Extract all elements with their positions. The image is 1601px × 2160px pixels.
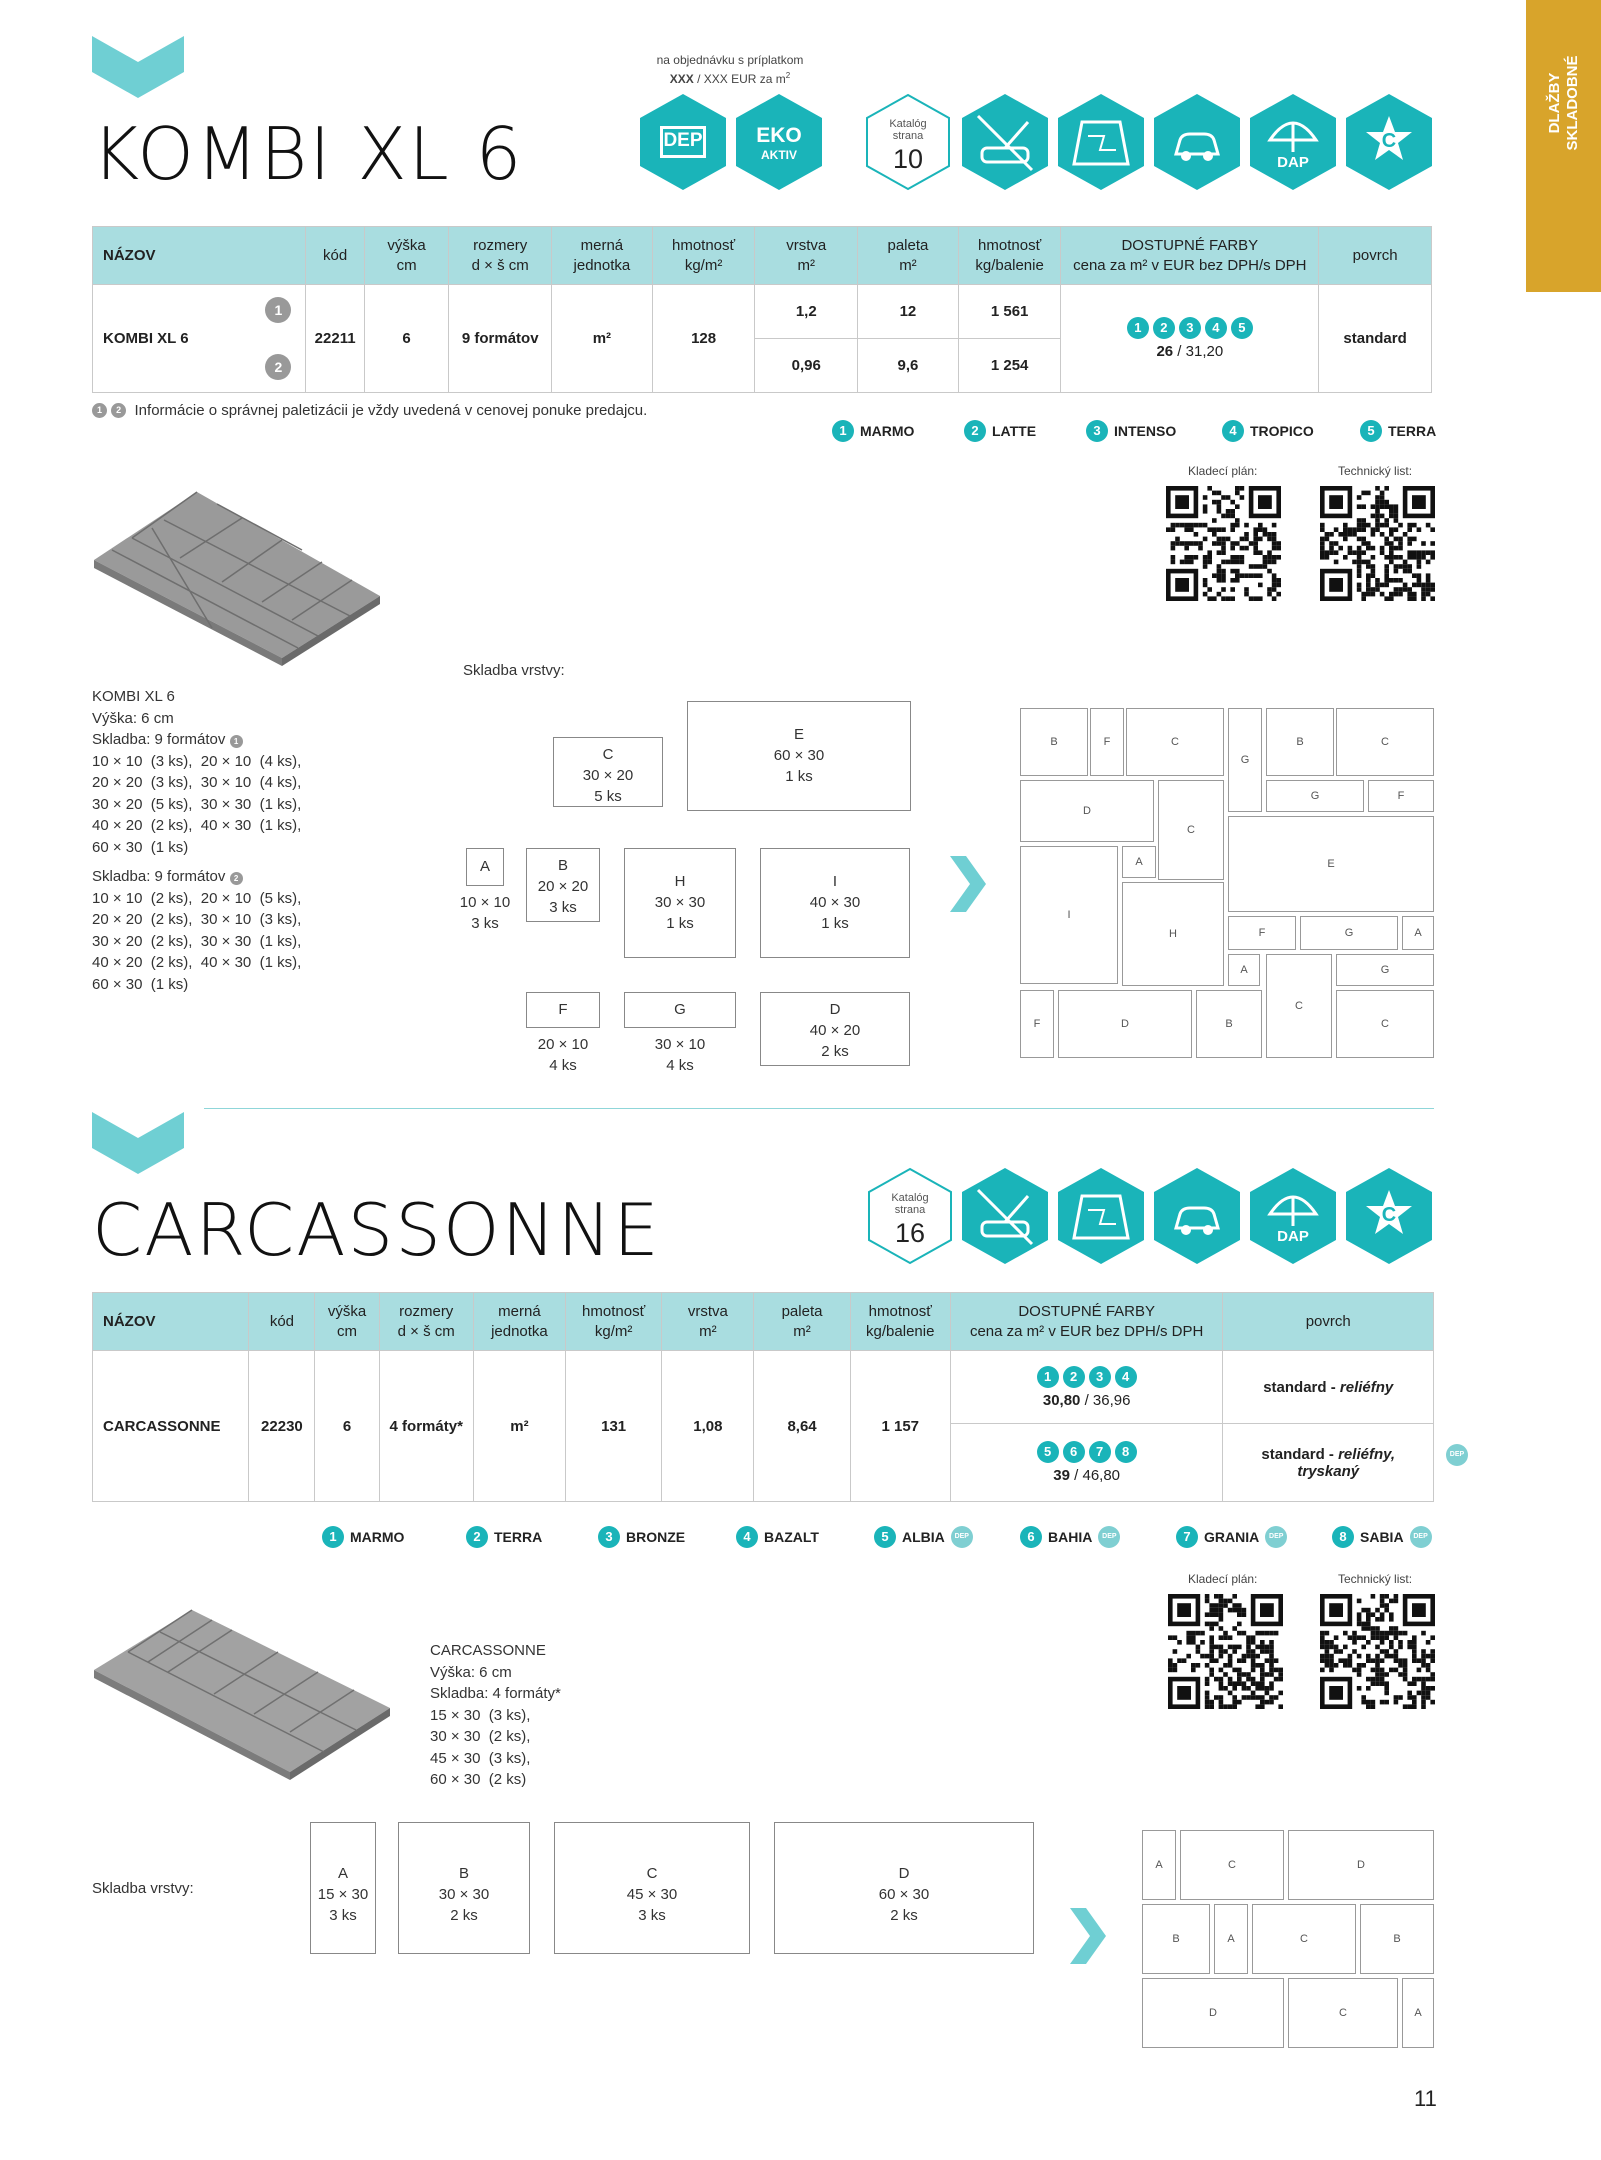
format-box-a: A — [466, 848, 504, 886]
composition-line: 45 × 30 (3 ks), — [430, 1749, 531, 1767]
qr-label-layout: Kladecí plán: — [1188, 464, 1258, 478]
page-number: 11 — [1414, 2086, 1437, 2111]
color-number-badge: 8 — [1115, 1441, 1137, 1463]
layout-tile: C — [1266, 954, 1332, 1058]
umbrella-icon: DAP — [1248, 92, 1338, 192]
qr-label-layout: Kladecí plán: — [1188, 1572, 1258, 1586]
category-tab[interactable] — [1526, 0, 1601, 292]
carc-pack-weight: 1 157 — [850, 1351, 950, 1502]
category-line-1: DLAŽBY — [1545, 72, 1563, 134]
chevron-down-icon — [92, 36, 184, 98]
th-hmotnost-balenie: hmotnosť kg/balenie — [850, 1293, 950, 1351]
composition-line: 10 × 10 (2 ks), 20 × 10 (5 ks), — [92, 889, 302, 907]
dep-mini-icon: DEP — [1440, 1443, 1468, 1466]
th-nazov: NÁZOV — [93, 1293, 249, 1351]
color-number-badge: 2 — [1153, 317, 1175, 339]
th-vyska: výška cm — [315, 1293, 379, 1351]
layout-tile: C — [1336, 990, 1434, 1058]
layout-tile: A — [1122, 846, 1156, 878]
format-box-a: A 15 × 30 3 ks — [310, 1822, 376, 1954]
kombi-pallet-1: 12 — [858, 285, 959, 339]
color-number-badge: 5 — [1037, 1441, 1059, 1463]
layout-tile: C — [1180, 1830, 1284, 1900]
format-box-b: B 30 × 30 2 ks — [398, 1822, 530, 1954]
legend-item-bazalt: 4 BAZALT — [734, 1526, 819, 1548]
qr-code-tech-icon[interactable] — [1320, 1594, 1435, 1709]
format-box-c: C 45 × 30 3 ks — [554, 1822, 750, 1954]
carc-description: CARCASSONNE Výška: 6 cm Skladba: 4 formáty* 15 × 30 (3 ks), 30 × 30 (2 ks), 45 × 30 (3 ks), 60 × 30 (2 ks) — [430, 1640, 561, 1791]
th-povrch: povrch — [1319, 227, 1432, 285]
qr-code-layout-icon[interactable] — [1168, 1594, 1283, 1709]
th-hmotnost: hmotnosť kg/m² — [566, 1293, 662, 1351]
variant-2-badge: 2 — [265, 354, 291, 380]
layout-tile: A — [1214, 1904, 1248, 1974]
format-box-i: I 40 × 30 1 ks — [760, 848, 910, 958]
th-farby: DOSTUPNÉ FARBY cena za m² v EUR bez DPH/s DPH — [1061, 227, 1319, 285]
composition-line: 30 × 20 (2 ks), 30 × 30 (1 ks), — [92, 932, 302, 950]
layout-tile: C — [1336, 708, 1434, 776]
dep-icon: DEP — [638, 92, 728, 192]
color-number-badge: 4 — [1205, 317, 1227, 339]
carc-color-dots-1 — [955, 1366, 1219, 1388]
composition-line: 20 × 20 (3 ks), 30 × 10 (4 ks), — [92, 774, 302, 791]
composition-line: 60 × 30 (1 ks) — [92, 975, 189, 993]
paving-pattern-icon — [1056, 1166, 1146, 1266]
legend-item-terra: 2 TERRA — [464, 1526, 542, 1548]
kombi-surface: standard — [1319, 285, 1432, 393]
composition-line: 40 × 20 (2 ks), 40 × 30 (1 ks), — [92, 817, 302, 834]
format-cap-f: 20 × 10 4 ks — [537, 1036, 589, 1074]
qr-code-layout-icon[interactable] — [1166, 486, 1281, 601]
composition-line: 20 × 20 (2 ks), 30 × 10 (3 ks), — [92, 911, 302, 928]
roller-icon — [960, 1166, 1050, 1266]
layout-tile: A — [1142, 1830, 1176, 1900]
composition-line: 10 × 10 (3 ks), 20 × 10 (4 ks), — [92, 752, 302, 770]
layout-tile: G — [1300, 916, 1398, 950]
legend-item-tropico: 4 TROPICO — [1220, 420, 1314, 442]
composition-line: 40 × 20 (2 ks), 40 × 30 (1 ks), — [92, 954, 302, 971]
arrow-right-icon — [950, 856, 986, 912]
color-number-badge: 1 — [1037, 1366, 1059, 1388]
carc-surface-1: standard - reliéfny — [1223, 1351, 1434, 1424]
th-hmotnost: hmotnosť kg/m² — [652, 227, 755, 285]
legend-item-grania: 7 GRANIA DEP — [1174, 1526, 1287, 1548]
layout-tile: D — [1288, 1830, 1434, 1900]
kombi-dims: 9 formátov — [449, 285, 552, 393]
legend-item-albia: 5 ALBIA DEP — [872, 1526, 973, 1548]
color-number-badge: 2 — [1063, 1366, 1085, 1388]
variant-1-badge: 1 — [265, 297, 291, 323]
legend-item-latte: 2 LATTE — [962, 420, 1036, 442]
order-note: na objednávku s príplatkom XXX / XXX EUR za $m^2$ — [656, 53, 804, 86]
layout-tile: G — [1228, 708, 1262, 812]
th-hmotnost-balenie: hmotnosť kg/balenie — [958, 227, 1061, 285]
layout-tile: D — [1020, 780, 1154, 842]
kombi-unit: m² — [552, 285, 653, 393]
dep-mini-icon: DEP — [1265, 1526, 1287, 1548]
section-divider — [204, 1108, 1434, 1109]
legend-item-bahia: 6 BAHIA DEP — [1018, 1526, 1120, 1548]
format-box-h: H 30 × 30 1 ks — [624, 848, 736, 958]
kombi-product-table — [92, 226, 1432, 393]
kombi-color-dots — [1065, 317, 1314, 339]
composition-line: 30 × 20 (5 ks), 30 × 30 (1 ks), — [92, 795, 302, 813]
carc-unit: m² — [473, 1351, 565, 1502]
carc-skladba-label: Skladba vrstvy: — [92, 1880, 194, 1897]
legend-item-terra: 5 TERRA — [1358, 420, 1436, 442]
layout-tile: F — [1090, 708, 1124, 776]
carc-height: 6 — [315, 1351, 379, 1502]
layout-tile: D — [1058, 990, 1192, 1058]
qr-label-tech: Technický list: — [1338, 1572, 1413, 1586]
composition-line: 30 × 30 (2 ks), — [430, 1728, 531, 1745]
kombi-description: KOMBI XL 6 Výška: 6 cm Skladba: 9 formátov 1 10 × 10 (3 ks), 20 × 10 (4 ks), 20 × 20 (3 ks), 30 × 10 (4 ks), 30 × 20 (5 ks), 30 × 30 (1 ks), 40 × 20 (2 ks), 40 × 30 (1 ks), 60 × 30 (1 ks) Skladba: 9 formátov 2 10 × 10 (2 ks), 20 × 10 (5 ks), 20 × 20 (2 ks), 30 × 10 (3 ks), 30 × 20 (2 ks), 30 × 30 (1 ks), 40 × 20 (2 ks), 40 × 30 (1 ks), 60 × 30 (1 ks) — [92, 686, 301, 995]
palletization-info: 1 2 Informácie o správnej paletizácii je vždy uvedená v cenovej ponuke predajcu. — [92, 402, 647, 419]
kombi-weight-m2: 128 — [652, 285, 755, 393]
layout-tile: C — [1288, 1978, 1398, 2048]
color-number-badge: 1 — [1127, 317, 1149, 339]
legend-item-sabia: 8 SABIA DEP — [1330, 1526, 1432, 1548]
color-number-badge: 4 — [1115, 1366, 1137, 1388]
layout-tile: F — [1368, 780, 1434, 812]
th-farby: DOSTUPNÉ FARBY cena za m² v EUR bez DPH/s DPH — [950, 1293, 1223, 1351]
carc-layer: 1,08 — [662, 1351, 754, 1502]
layout-tile: B — [1020, 708, 1088, 776]
format-box-g: G — [624, 992, 736, 1028]
layout-tile: C — [1126, 708, 1224, 776]
dep-mini-icon: DEP — [1098, 1526, 1120, 1548]
arrow-right-icon — [1070, 1908, 1106, 1964]
th-kod: kód — [249, 1293, 315, 1351]
th-vyska: výška cm — [364, 227, 449, 285]
kombi-code: 22211 — [306, 285, 364, 393]
composition-line: 15 × 30 (3 ks), — [430, 1706, 531, 1724]
layout-tile: C — [1158, 780, 1224, 880]
layout-tile: G — [1266, 780, 1364, 812]
carc-paving-image — [92, 1608, 392, 1782]
carc-product-table — [92, 1292, 1434, 1502]
carc-dims: 4 formáty* — [379, 1351, 473, 1502]
layout-tile: E — [1228, 816, 1434, 912]
paving-pattern-icon — [1056, 92, 1146, 192]
layout-tile: A — [1402, 916, 1434, 950]
kombi-colors-cell: 1 2 3 4 5 26 / 31,20 — [1061, 285, 1319, 393]
dep-mini-icon: DEP — [951, 1526, 973, 1548]
carc-surface-2: standard - reliéfny, tryskaný — [1223, 1424, 1434, 1502]
c-star-icon: C — [1344, 1166, 1434, 1266]
format-box-f: F — [526, 992, 600, 1028]
th-jednotka: merná jednotka — [473, 1293, 565, 1351]
th-rozmery: rozmery d × š cm — [449, 227, 552, 285]
layout-tile: D — [1142, 1978, 1284, 2048]
color-number-badge: 3 — [1089, 1366, 1111, 1388]
carc-code: 22230 — [249, 1351, 315, 1502]
layout-tile: G — [1336, 954, 1434, 986]
kombi-pallet-2: 9,6 — [858, 339, 959, 393]
kombi-pack-weight-1: 1 561 — [958, 285, 1061, 339]
format-box-d: D 40 × 20 2 ks — [760, 992, 910, 1066]
kombi-pack-weight-2: 1 254 — [958, 339, 1061, 393]
carc-name: CARCASSONNE — [93, 1351, 249, 1502]
th-vrstva: vrstva m² — [662, 1293, 754, 1351]
layout-tile: A — [1228, 954, 1260, 986]
legend-item-marmo: 1 MARMO — [830, 420, 914, 442]
th-paleta: paleta m² — [858, 227, 959, 285]
carc-color-dots-2 — [955, 1441, 1219, 1463]
kombi-skladba-label: Skladba vrstvy: — [463, 662, 565, 679]
category-line-2: SKLADOBNÉ — [1563, 55, 1581, 151]
qr-code-tech-icon[interactable] — [1320, 486, 1435, 601]
roller-icon — [960, 92, 1050, 192]
layout-tile: B — [1266, 708, 1334, 776]
color-number-badge: 6 — [1063, 1441, 1085, 1463]
kombi-title: KOMBI XL 6 — [92, 112, 524, 196]
layout-tile: B — [1196, 990, 1262, 1058]
th-paleta: paleta m² — [754, 1293, 850, 1351]
carc-title: CARCASSONNE — [92, 1188, 661, 1272]
kombi-layer-1: 1,2 — [755, 285, 858, 339]
color-number-badge: 7 — [1089, 1441, 1111, 1463]
th-kod: kód — [306, 227, 364, 285]
color-number-badge: 3 — [1179, 317, 1201, 339]
layout-tile: A — [1402, 1978, 1434, 2048]
legend-item-bronze: 3 BRONZE — [596, 1526, 685, 1548]
chevron-down-icon — [92, 1112, 184, 1174]
th-vrstva: vrstva m² — [755, 227, 858, 285]
layout-tile: F — [1020, 990, 1054, 1058]
legend-item-intenso: 3 INTENSO — [1084, 420, 1176, 442]
c-star-icon: C — [1344, 92, 1434, 192]
layout-tile: B — [1142, 1904, 1210, 1974]
th-rozmery: rozmery d × š cm — [379, 1293, 473, 1351]
kombi-paving-image — [92, 490, 382, 670]
umbrella-icon: DAP — [1248, 1166, 1338, 1266]
dep-mini-icon: DEP — [1410, 1526, 1432, 1548]
katalog-page-icon[interactable]: Katalóg strana 10 — [864, 92, 952, 192]
format-box-e: E 60 × 30 1 ks — [687, 701, 911, 811]
kombi-layer-2: 0,96 — [755, 339, 858, 393]
color-number-badge: 5 — [1231, 317, 1253, 339]
layout-tile: I — [1020, 846, 1118, 984]
eko-aktiv-icon: EKO AKTIV — [734, 92, 824, 192]
carc-weight-m2: 131 — [566, 1351, 662, 1502]
layout-tile: B — [1360, 1904, 1434, 1974]
th-jednotka: merná jednotka — [552, 227, 653, 285]
qr-label-tech: Technický list: — [1338, 464, 1413, 478]
format-cap-a: 10 × 10 3 ks — [459, 894, 511, 932]
carc-colors-cell-1: 1 2 3 4 30,80 / 36,96 — [950, 1351, 1223, 1424]
th-povrch: povrch — [1223, 1293, 1434, 1351]
carc-pallet: 8,64 — [754, 1351, 850, 1502]
format-cap-g: 30 × 10 4 ks — [654, 1036, 706, 1074]
layout-tile: H — [1122, 882, 1224, 986]
format-box-b: B 20 × 20 3 ks — [526, 848, 600, 922]
format-box-c: C 30 × 20 5 ks — [553, 737, 663, 807]
format-box-d: D 60 × 30 2 ks — [774, 1822, 1034, 1954]
layout-tile: F — [1228, 916, 1296, 950]
kombi-height: 6 — [364, 285, 449, 393]
carc-colors-cell-2: 5 6 7 8 39 / 46,80 — [950, 1424, 1223, 1502]
car-icon — [1152, 92, 1242, 192]
layout-tile: C — [1252, 1904, 1356, 1974]
composition-line: 60 × 30 (2 ks) — [430, 1771, 527, 1788]
kombi-name-cell: KOMBI XL 6 1 2 — [93, 285, 306, 393]
legend-item-marmo: 1 MARMO — [320, 1526, 404, 1548]
car-icon — [1152, 1166, 1242, 1266]
composition-line: 60 × 30 (1 ks) — [92, 838, 189, 856]
katalog-page-icon[interactable]: Katalóg strana 16 — [866, 1166, 954, 1266]
th-nazov: NÁZOV — [93, 227, 306, 285]
